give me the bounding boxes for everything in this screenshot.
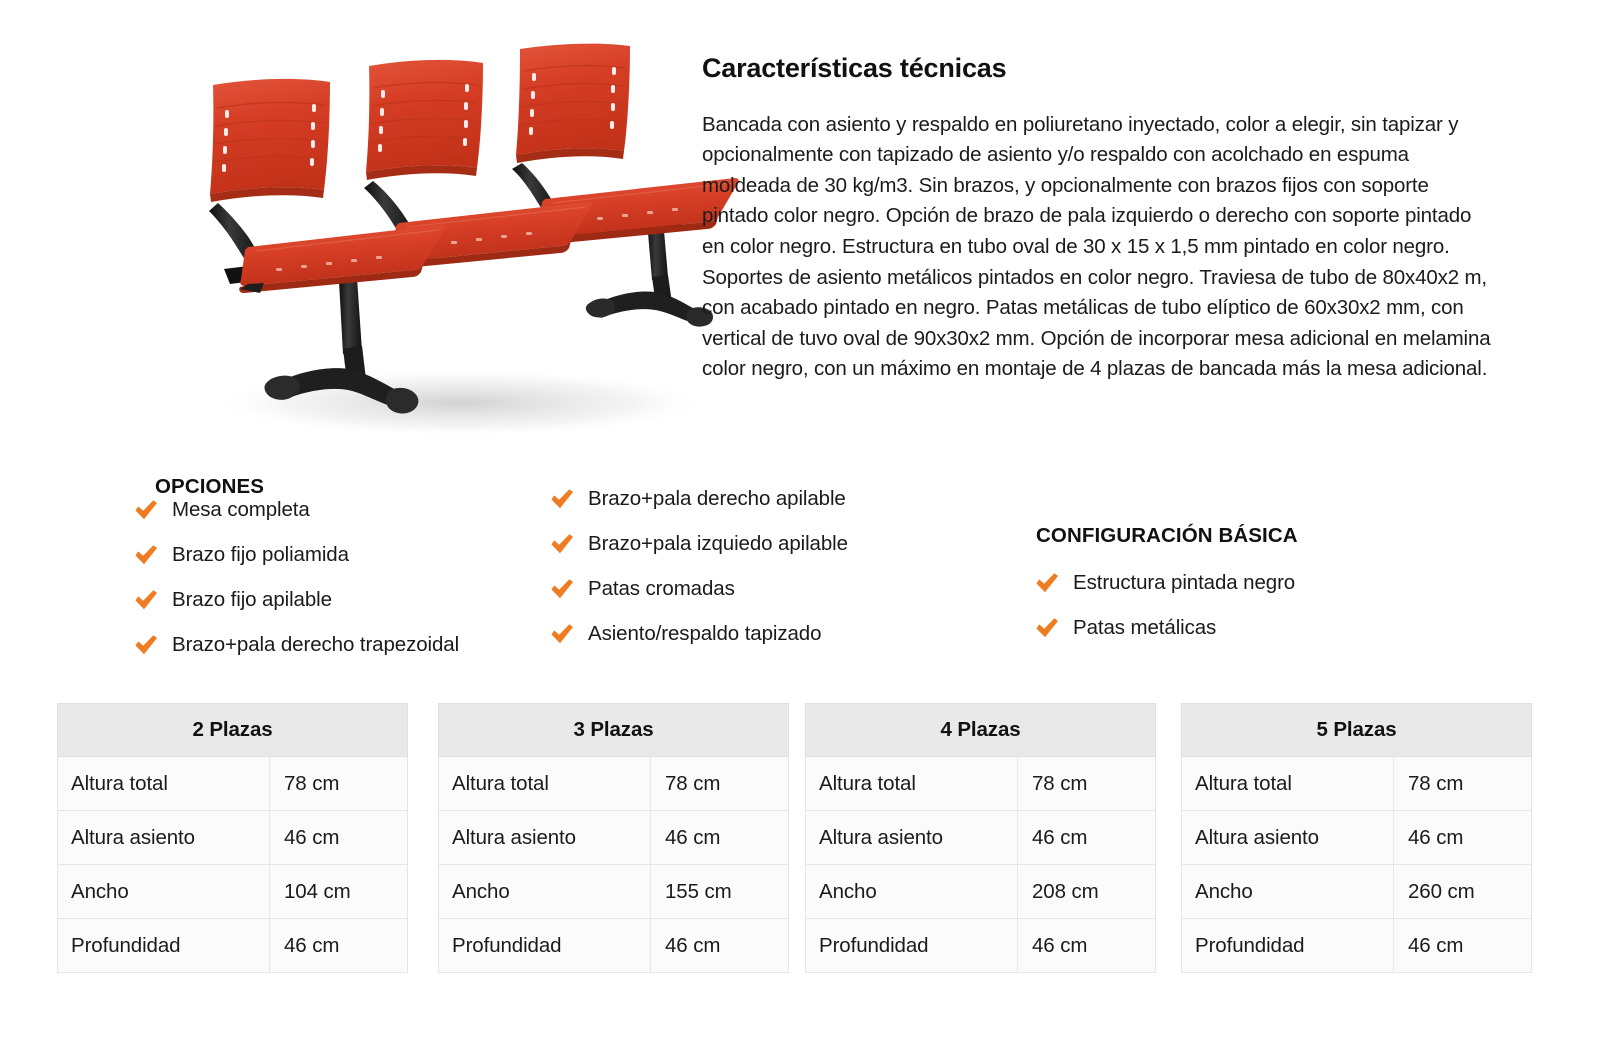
table-row (1182, 757, 1532, 811)
row-value: 46 cm (270, 919, 408, 973)
list-item[interactable] (1034, 565, 1295, 601)
table-row (806, 919, 1156, 973)
list-item-label: Mesa completa (172, 497, 310, 521)
row-label: Altura asiento (806, 811, 1018, 865)
basic-configuration-heading: CONFIGURACIÓN BÁSICA (1036, 524, 1298, 547)
list-item-label: Brazo fijo poliamida (172, 542, 349, 566)
dimensions-table-5-plazas (1181, 703, 1532, 973)
table-header: 2 Plazas (58, 704, 408, 757)
table-header-row (1182, 704, 1532, 757)
list-item-label: Estructura pintada negro (1073, 570, 1296, 594)
list-item-label: Brazo+pala izquiedo apilable (588, 531, 848, 555)
check-icon (549, 532, 575, 556)
list-item[interactable] (549, 571, 848, 607)
row-value: 46 cm (651, 811, 789, 865)
row-value: 78 cm (1394, 757, 1532, 811)
check-icon (549, 622, 575, 646)
table-header: 5 Plazas (1182, 704, 1532, 757)
row-value: 78 cm (270, 757, 408, 811)
row-label: Altura total (1182, 757, 1394, 811)
page-title: Características técnicas (702, 53, 1007, 83)
table-row (439, 757, 789, 811)
backrest-1 (210, 79, 330, 202)
row-value: 46 cm (1394, 919, 1532, 973)
list-item[interactable] (1034, 610, 1295, 646)
dimensions-tables (0, 703, 1600, 973)
check-icon (1034, 616, 1060, 640)
table-row (806, 865, 1156, 919)
options-column-1 (133, 492, 459, 663)
check-icon (1034, 571, 1060, 595)
table-row (806, 757, 1156, 811)
technical-specifications-section (702, 54, 1492, 385)
table-row (439, 811, 789, 865)
check-icon (549, 487, 575, 511)
row-value: 46 cm (1018, 919, 1156, 973)
dimensions-table-4-plazas (805, 703, 1156, 973)
specifications-paragraph: Bancada con asiento y respaldo en poliuretano inyectado, color a elegir, sin tapizar y opcionalmente con tapizado de asiento y/o respaldo con acolchado en espuma moldeada de 30 kg/m3. Sin brazos, y opcionalmente con brazos fijos con soporte pintado color negro. Opción de brazo de pala izquierdo o derecho con soporte pintado en color negro. Estructura en tubo oval de 30 x 15 x 1,5 mm pintado en color negro. Soportes de asiento metálicos pintados en color negro. Traviesa de tubo de 80x40x2 m, con acabado pintado en negro. Patas metálicas de tubo elíptico de 60x30x2 mm, con vertical de tuvo oval de 90x30x2 mm. Opción de incorporar mesa adicional en melamina color negro, con un máximo en montaje de 4 plazas de bancada más la mesa adicional. (702, 112, 1491, 381)
row-value: 155 cm (651, 865, 789, 919)
check-icon (549, 577, 575, 601)
check-icon (133, 588, 159, 612)
row-value: 208 cm (1018, 865, 1156, 919)
table-row (1182, 919, 1532, 973)
row-value: 260 cm (1394, 865, 1532, 919)
product-image (160, 31, 740, 451)
backrest-2 (366, 60, 483, 180)
list-item-label: Brazo fijo apilable (172, 587, 332, 611)
row-label: Altura total (58, 757, 270, 811)
row-value: 46 cm (1394, 811, 1532, 865)
row-label: Profundidad (58, 919, 270, 973)
list-item-label: Brazo+pala derecho trapezoidal (172, 632, 460, 656)
row-label: Altura total (439, 757, 651, 811)
list-item-label: Patas cromadas (588, 576, 735, 600)
row-label: Ancho (58, 865, 270, 919)
row-label: Altura total (806, 757, 1018, 811)
list-item[interactable] (549, 616, 848, 652)
list-item[interactable] (133, 627, 459, 663)
table-header: 4 Plazas (806, 704, 1156, 757)
backrest-3 (516, 44, 630, 163)
table-row (58, 757, 408, 811)
list-item[interactable] (133, 582, 459, 618)
row-value: 78 cm (1018, 757, 1156, 811)
basic-configuration-list (1034, 565, 1295, 646)
table-row (439, 865, 789, 919)
check-icon (133, 543, 159, 567)
table-row (806, 811, 1156, 865)
row-label: Altura asiento (58, 811, 270, 865)
row-label: Ancho (1182, 865, 1394, 919)
table-row (58, 811, 408, 865)
options-heading: OPCIONES (155, 475, 265, 498)
list-item-label: Brazo+pala derecho apilable (588, 486, 846, 510)
row-value: 104 cm (270, 865, 408, 919)
row-label: Ancho (806, 865, 1018, 919)
table-header-row (58, 704, 408, 757)
dimensions-table-2-plazas (57, 703, 408, 973)
table-row (58, 919, 408, 973)
table-row (1182, 865, 1532, 919)
row-label: Profundidad (806, 919, 1018, 973)
check-icon (133, 633, 159, 657)
check-icon (133, 498, 159, 522)
table-header-row (439, 704, 789, 757)
list-item[interactable] (133, 537, 459, 573)
list-item[interactable] (133, 492, 459, 528)
table-row (58, 865, 408, 919)
list-item[interactable] (549, 481, 848, 517)
table-row (439, 919, 789, 973)
row-label: Ancho (439, 865, 651, 919)
options-column-2 (549, 481, 848, 652)
row-value: 78 cm (651, 757, 789, 811)
row-value: 46 cm (651, 919, 789, 973)
table-header: 3 Plazas (439, 704, 789, 757)
row-value: 46 cm (270, 811, 408, 865)
list-item-label: Patas metálicas (1073, 615, 1217, 639)
row-label: Profundidad (1182, 919, 1394, 973)
list-item-label: Asiento/respaldo tapizado (588, 621, 822, 645)
table-header-row (806, 704, 1156, 757)
table-row (1182, 811, 1532, 865)
row-label: Altura asiento (1182, 811, 1394, 865)
seat-1 (239, 225, 445, 293)
list-item[interactable] (549, 526, 848, 562)
dimensions-table-3-plazas (438, 703, 789, 973)
row-label: Profundidad (439, 919, 651, 973)
row-label: Altura asiento (439, 811, 651, 865)
row-value: 46 cm (1018, 811, 1156, 865)
